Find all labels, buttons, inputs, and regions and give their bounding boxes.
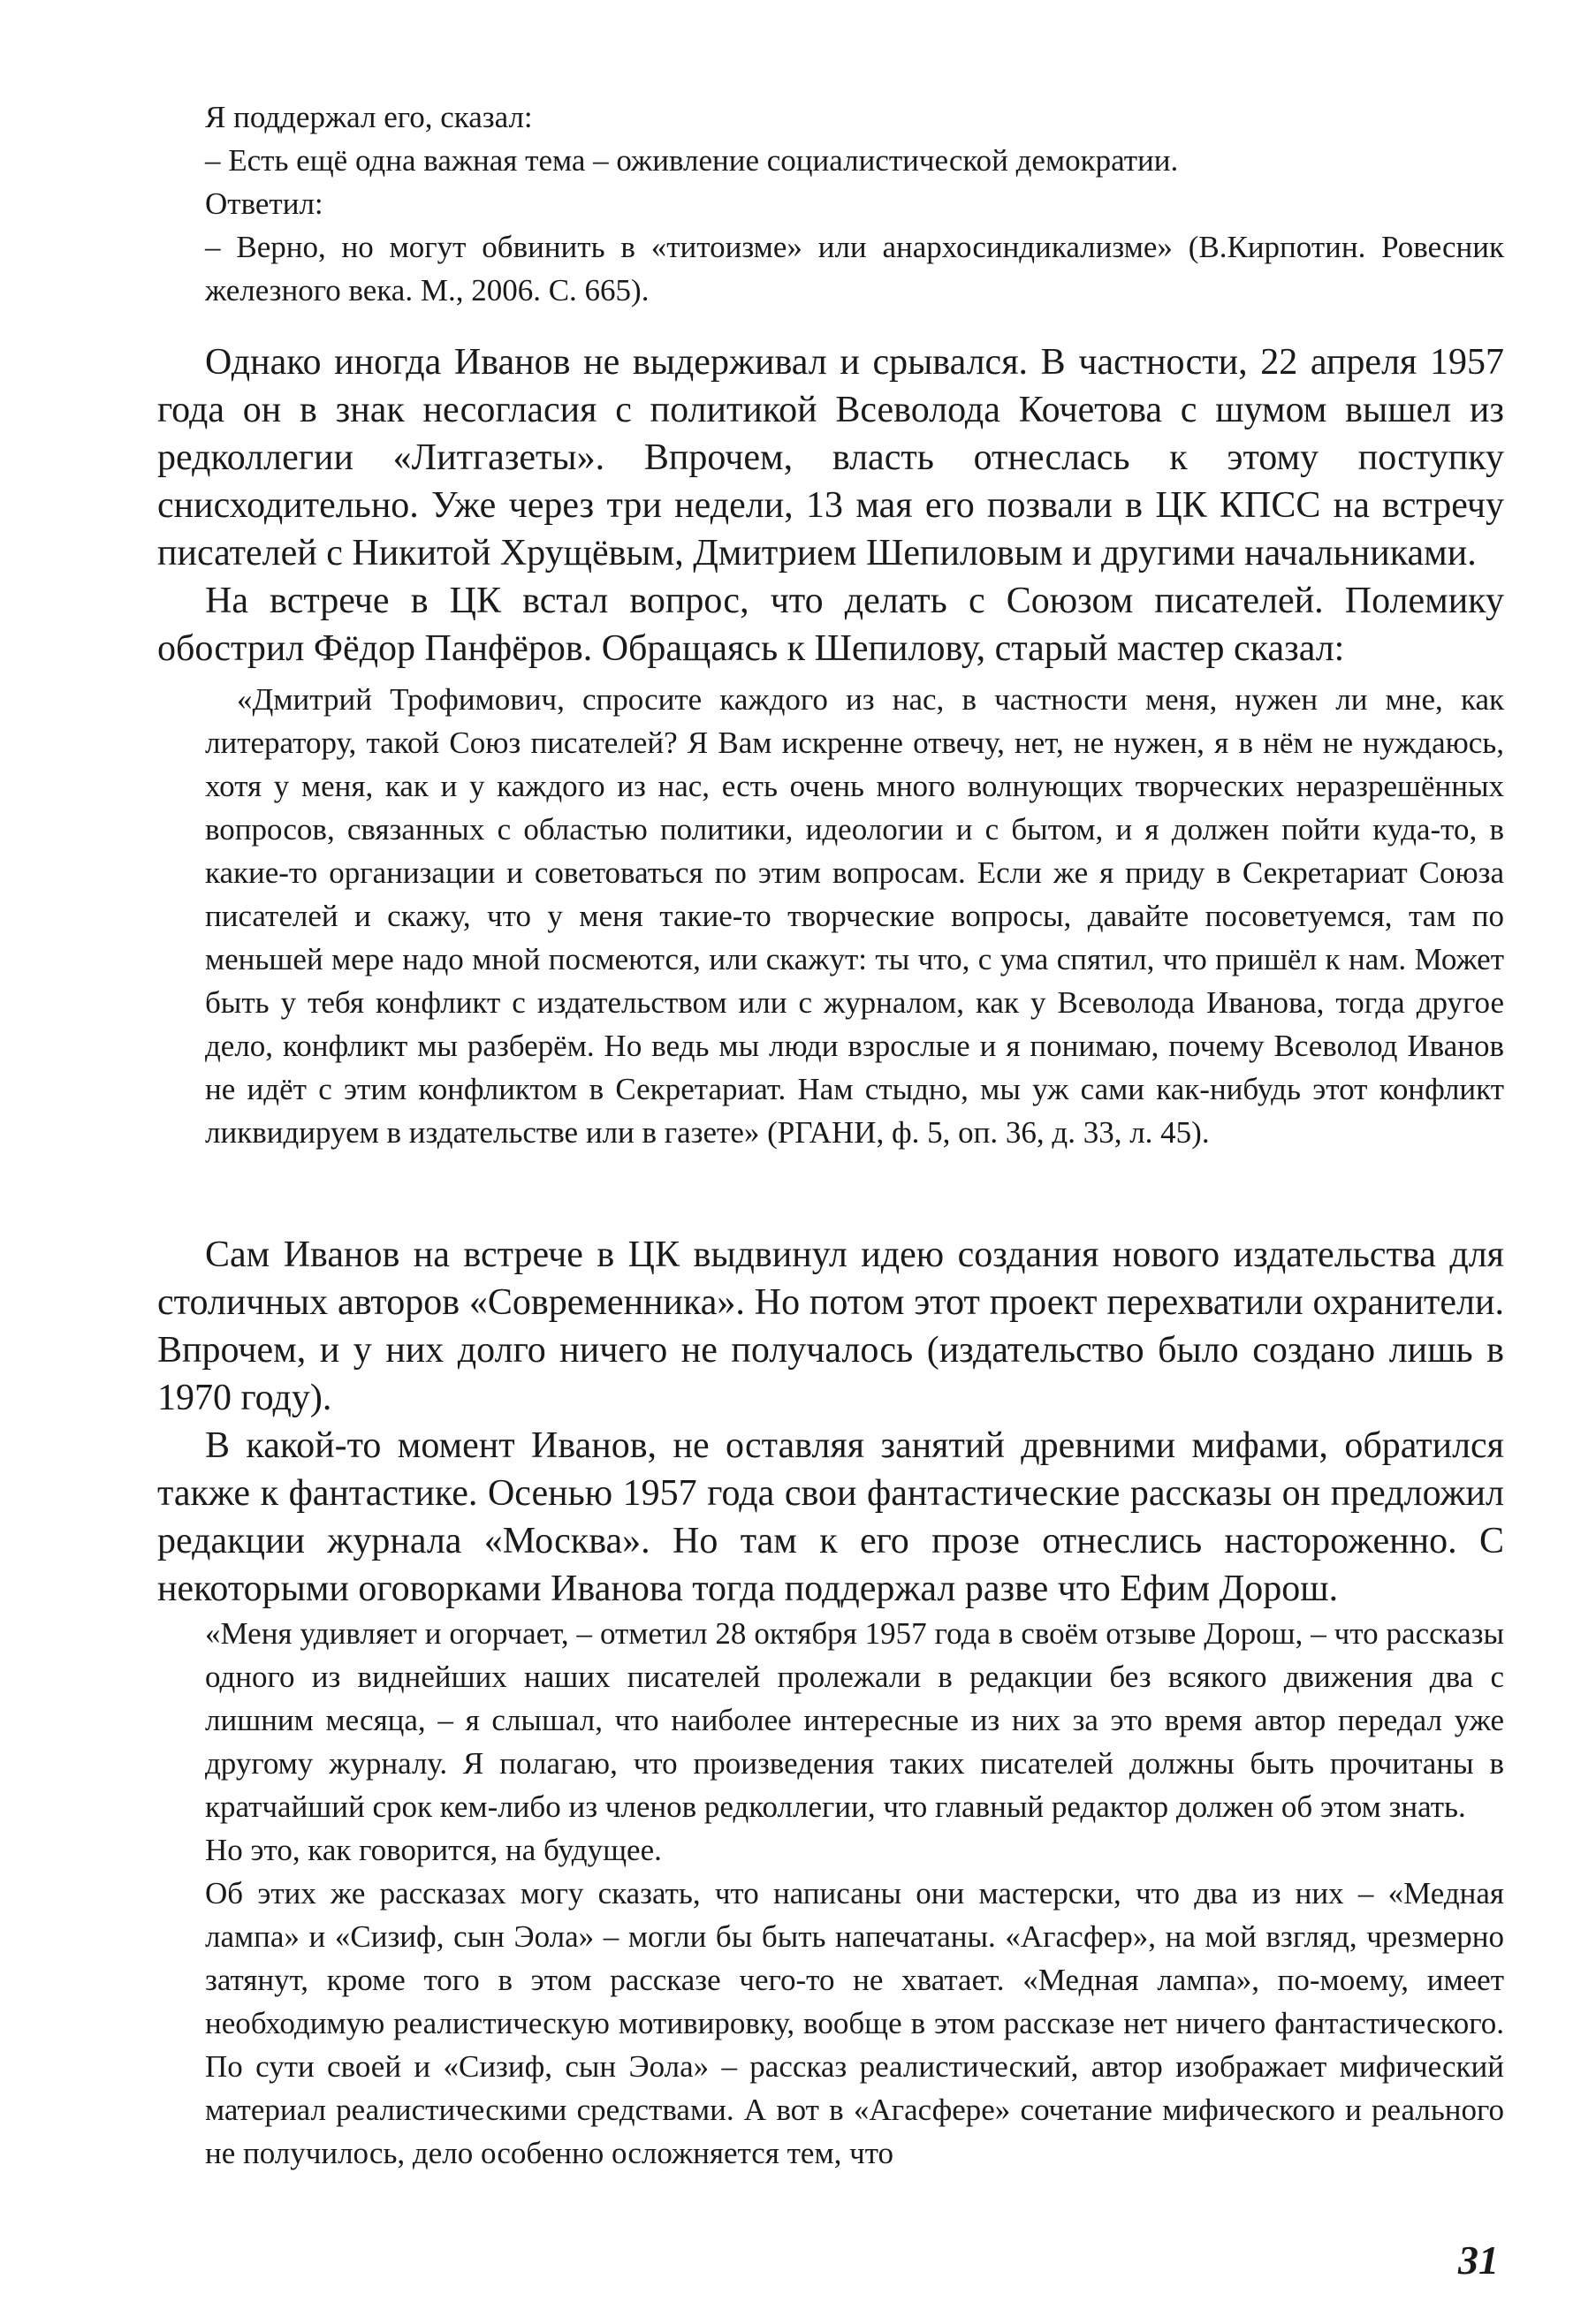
quote-kirpotin [205, 95, 1504, 312]
quote-line: – Есть ещё одна важная тема – оживление социалистической демократии. [205, 143, 1179, 178]
paragraph: Сам Иванов на встрече в ЦК выдвинул идею создания нового издательства для столичных авторов «Современника». Но потом этот проект перехватили охранители. Впрочем, и у них долго ничего не получалось (издательство было создано лишь в 1970 году). [157, 1234, 1504, 1418]
paragraph: На встрече в ЦК встал вопрос, что делать с Союзом писателей. Полемику обострил Фёдор Панфёров. Обращаясь к Шепилову, старый мастер сказал: [157, 581, 1504, 669]
quote-paragraph: Но это, как говорится, на будущее. [205, 1833, 662, 1867]
quote-paragraph: «Меня удивляет и огорчает, – отметил 28 октября 1957 года в своём отзыве Дорош, – что рассказы одного из виднейших наших писателей пролежали в редакции без всякого движения два с лишним месяца, – я слышал, что наиболее интересные из них за это время автор передал уже другому журналу. Я полагаю, что произведения таких писателей должны быть прочитаны в кратчайший срок кем-либо из членов редколлегии, что главный редактор должен об этом знать. [205, 1616, 1504, 1824]
main-text-middle [157, 1231, 1504, 1613]
page-number: 31 [1458, 2237, 1499, 2283]
quote-dorosh [205, 1612, 1504, 2175]
quote-line: Я поддержал его, сказал: [205, 100, 533, 134]
quote-panferov [205, 678, 1504, 1154]
quote-paragraph: «Дмитрий Трофимович, спросите каждого из нас, в частности меня, нужен ли мне, как литератору, такой Союз писателей? Я Вам искренне отвечу, нет, не нужен, я в нём не нуждаюсь, хотя у меня, как и у каждого из нас, есть очень много волнующих творческих неразрешённых вопросов, связанных с областью политики, идеологии и с бытом, и я должен пойти куда-то, в какие-то организации и советоваться по этим вопросам. Если же я приду в Секретариат Союза писателей и скажу, что у меня такие-то творческие вопросы, давайте посоветуемся, там по меньшей мере надо мной посмеются, или скажут: ты что, с ума спятил, что пришёл к нам. Может быть у тебя конфликт с издательством или с журналом, как у Всеволода Иванова, тогда другое дело, конфликт мы разберём. Но ведь мы люди взрослые и я понимаю, почему Всеволод Иванов не идёт с этим конфликтом в Секретариат. Нам стыдно, мы уж сами как-нибудь этот конфликт ликвидируем в издательстве или в газете» (РГАНИ, ф. 5, оп. 36, д. 33, л. 45). [205, 682, 1504, 1150]
quote-line: – Верно, но могут обвинить в «титоизме» или анархосиндикализме» (В.Кирпотин. Ровесник железного века. М., 2006. С. 665). [205, 230, 1504, 308]
paragraph: В какой-то момент Иванов, не оставляя занятий древними мифами, обратился также к фантастике. Осенью 1957 года свои фантастические рассказы он предложил редакции журнала «Москва». Но там к его прозе отнеслись настороженно. С некоторыми оговорками Иванова тогда поддержал разве что Ефим Дорош. [157, 1425, 1504, 1609]
quote-line: Ответил: [205, 186, 323, 221]
paragraph: Однако иногда Иванов не выдерживал и срывался. В частности, 22 апреля 1957 года он в знак несогласия с политикой Всеволода Кочетова с шумом вышел из редколлегии «Литгазеты». Впрочем, власть отнеслась к этому поступку снисходительно. Уже через три недели, 13 мая его позвали в ЦК КПСС на встречу писателей с Никитой Хрущёвым, Дмитрием Шепиловым и другими начальниками. [157, 342, 1504, 574]
main-text-upper [157, 338, 1504, 672]
quote-paragraph: Об этих же рассказах могу сказать, что написаны они мастерски, что два из них – «Медная лампа» и «Сизиф, сын Эола» – могли бы быть напечатаны. «Агасфер», на мой взгляд, чрезмерно затянут, кроме того в этом рассказе чего-то не хватает. «Медная лампа», по-моему, имеет необходимую реалистическую мотивировку, вообще в этом рассказе нет ничего фантастического. По сути своей и «Сизиф, сын Эола» – рассказ реалистический, автор изображает мифический материал реалистическими средствами. А вот в «Агасфере» сочетание мифического и реального не получилось, дело особенно осложняется тем, что [205, 1876, 1504, 2170]
